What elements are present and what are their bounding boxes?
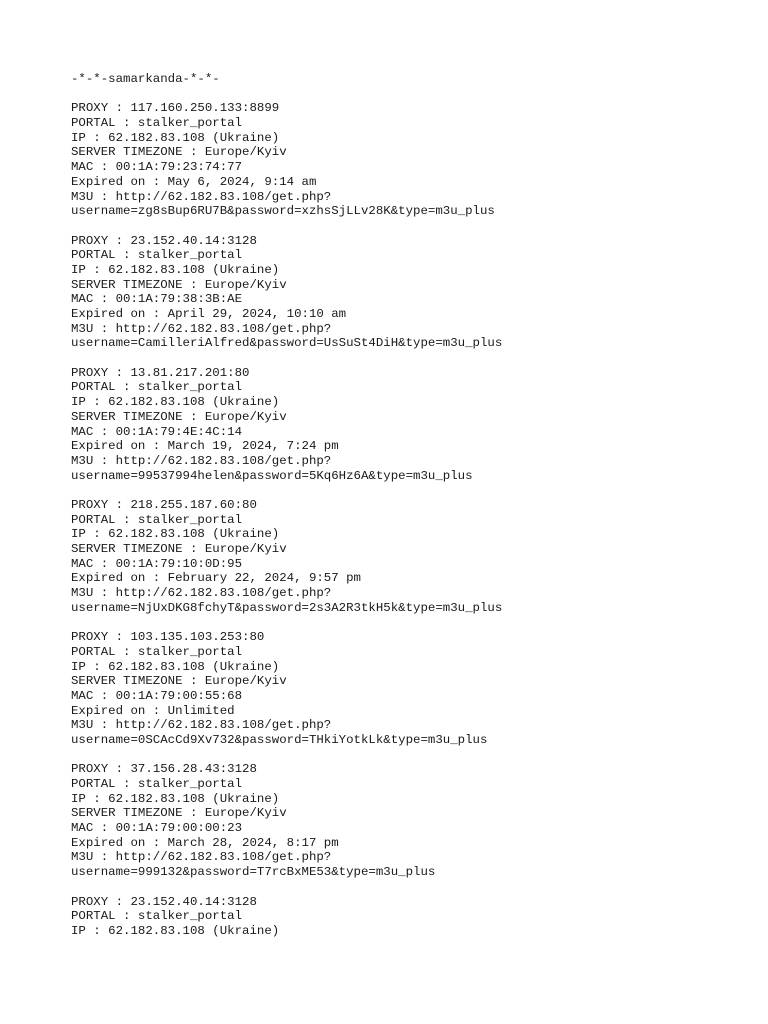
proxy-line: PROXY : 37.156.28.43:3128 (71, 762, 257, 777)
list-item (71, 630, 751, 748)
proxy-line: PROXY : 13.81.217.201:80 (71, 365, 250, 380)
ip-line: IP : 62.182.83.108 (Ukraine) (71, 130, 280, 145)
timezone-line: SERVER TIMEZONE : Europe/Kyiv (71, 806, 287, 821)
ip-line: IP : 62.182.83.108 (Ukraine) (71, 262, 280, 277)
ip-line: IP : 62.182.83.108 (Ukraine) (71, 395, 280, 410)
list-item (71, 101, 751, 219)
timezone-line: SERVER TIMEZONE : Europe/Kyiv (71, 277, 287, 292)
list-item (71, 366, 751, 484)
mac-line: MAC : 00:1A:79:23:74:77 (71, 160, 243, 175)
m3u-line: M3U : http://62.182.83.108/get.php? (71, 189, 332, 204)
mac-line: MAC : 00:1A:79:4E:4C:14 (71, 424, 243, 439)
m3u-line: M3U : http://62.182.83.108/get.php? (71, 850, 332, 865)
mac-line: MAC : 00:1A:79:10:0D:95 (71, 556, 243, 571)
credentials-line: username=CamilleriAlfred&password=UsSuSt4DiH&type=m3u_plus (71, 336, 503, 351)
credentials-line: username=0SCAcCd9Xv732&password=THkiYotkLk&type=m3u_plus (71, 732, 488, 747)
portal-line: PORTAL : stalker_portal (71, 644, 243, 659)
timezone-line: SERVER TIMEZONE : Europe/Kyiv (71, 145, 287, 160)
timezone-line: SERVER TIMEZONE : Europe/Kyiv (71, 409, 287, 424)
expiry-line: Expired on : March 28, 2024, 8:17 pm (71, 835, 339, 850)
document-page (71, 72, 751, 953)
credentials-line: username=999132&password=T7rcBxME53&type=m3u_plus (71, 865, 436, 880)
m3u-line: M3U : http://62.182.83.108/get.php? (71, 718, 332, 733)
ip-line: IP : 62.182.83.108 (Ukraine) (71, 527, 280, 542)
proxy-line: PROXY : 23.152.40.14:3128 (71, 894, 257, 909)
portal-line: PORTAL : stalker_portal (71, 777, 243, 791)
timezone-line: SERVER TIMEZONE : Europe/Kyiv (71, 542, 287, 556)
portal-line: PORTAL : stalker_portal (71, 909, 243, 924)
list-item-partial (71, 895, 751, 939)
proxy-line: PROXY : 218.255.187.60:80 (71, 497, 257, 512)
credentials-line: username=zg8sBup6RU7B&password=xzhsSjLLv28K&type=m3u_plus (71, 204, 495, 219)
mac-line: MAC : 00:1A:79:38:3B:AE (71, 292, 243, 307)
timezone-line: SERVER TIMEZONE : Europe/Kyiv (71, 674, 287, 689)
portal-line: PORTAL : stalker_portal (71, 512, 243, 527)
ip-line: IP : 62.182.83.108 (Ukraine) (71, 659, 280, 674)
m3u-line: M3U : http://62.182.83.108/get.php? (71, 453, 332, 468)
portal-line: PORTAL : stalker_portal (71, 380, 243, 395)
portal-line: PORTAL : stalker_portal (71, 116, 243, 131)
proxy-line: PROXY : 23.152.40.14:3128 (71, 233, 257, 248)
m3u-line: M3U : http://62.182.83.108/get.php? (71, 586, 332, 601)
expiry-line: Expired on : February 22, 2024, 9:57 pm (71, 571, 361, 586)
expiry-line: Expired on : March 19, 2024, 7:24 pm (71, 439, 339, 454)
portal-line: PORTAL : stalker_portal (71, 248, 243, 263)
m3u-line: M3U : http://62.182.83.108/get.php? (71, 321, 332, 336)
credentials-line: username=99537994helen&password=5Kq6Hz6A&type=m3u_plus (71, 468, 473, 483)
list-item (71, 234, 751, 352)
mac-line: MAC : 00:1A:79:00:00:23 (71, 821, 243, 836)
list-item (71, 762, 751, 880)
list-item (71, 498, 751, 616)
expiry-line: Expired on : April 29, 2024, 10:10 am (71, 307, 347, 321)
proxy-line: PROXY : 103.135.103.253:80 (71, 630, 265, 645)
expiry-line: Expired on : Unlimited (71, 703, 235, 718)
proxy-line: PROXY : 117.160.250.133:8899 (71, 101, 280, 116)
mac-line: MAC : 00:1A:79:00:55:68 (71, 688, 243, 703)
credentials-line: username=NjUxDKG8fchyT&password=2s3A2R3tkH5k&type=m3u_plus (71, 600, 503, 615)
expiry-line: Expired on : May 6, 2024, 9:14 am (71, 174, 317, 189)
ip-line: IP : 62.182.83.108 (Ukraine) (71, 791, 280, 806)
document-header: -*-*-samarkanda-*-*- (71, 72, 220, 86)
ip-line: IP : 62.182.83.108 (Ukraine) (71, 923, 280, 938)
